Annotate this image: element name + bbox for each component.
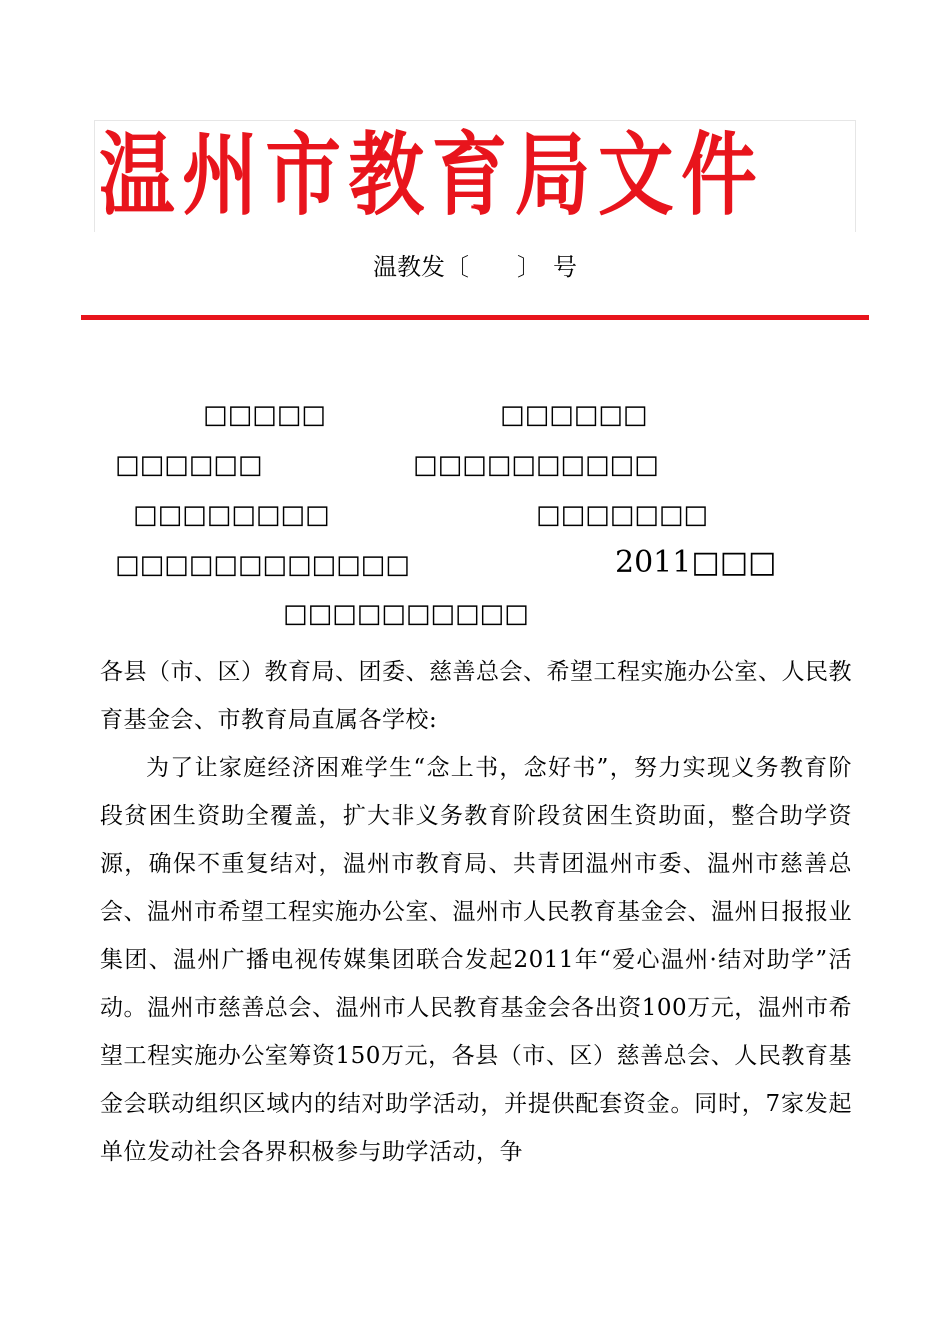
addressee: 各县（市、区）教育局、团委、慈善总会、希望工程实施办公室、人民教育基金会、市教育局直属各学校: — [100, 659, 852, 733]
title-line-4: □□□□□□□□□□ — [413, 450, 659, 480]
title-line-8: 2011□□□ — [615, 545, 777, 580]
title-line-3: □□□□□□ — [115, 450, 263, 480]
title-line-7: □□□□□□□□□□□□ — [115, 550, 410, 580]
title-line-6: □□□□□□□ — [536, 500, 708, 530]
title-line-9: □□□□□□□□□□ — [283, 599, 529, 629]
body-paragraph: 为了让家庭经济困难学生“念上书，念好书”，努力实现义务教育阶段贫困生资助全覆盖，扩大非义务教育阶段贫困生资助面，整合助学资源，确保不重复结对，温州市教育局、共青团温州市委、温州市慈善总会、温州市希望工程实施办公室、温州市人民教育基金会、温州日报报业集团、温州广播电视传媒集团联合发起2011年“爱心温州·结对助学”活动。温州市慈善总会、温州市人民教育基金会各出资100万元，温州市希望工程实施办公室筹资150万元，各县（市、区）慈善总会、人民教育基金会联动组织区域内的结对助学活动，并提供配套资金。同时，7家发起单位发动社会各界积极参与助学活动，争 — [100, 755, 852, 1165]
title-line-2: □□□□□□ — [500, 400, 648, 430]
document-number: 温教发〔 〕 号 — [373, 253, 577, 281]
title-line-5: □□□□□□□□ — [133, 500, 330, 530]
title-line-1: □□□□□ — [203, 400, 326, 430]
masthead — [94, 120, 856, 232]
red-divider — [81, 315, 869, 320]
masthead-title: 温州市教育局文件 — [99, 122, 765, 228]
